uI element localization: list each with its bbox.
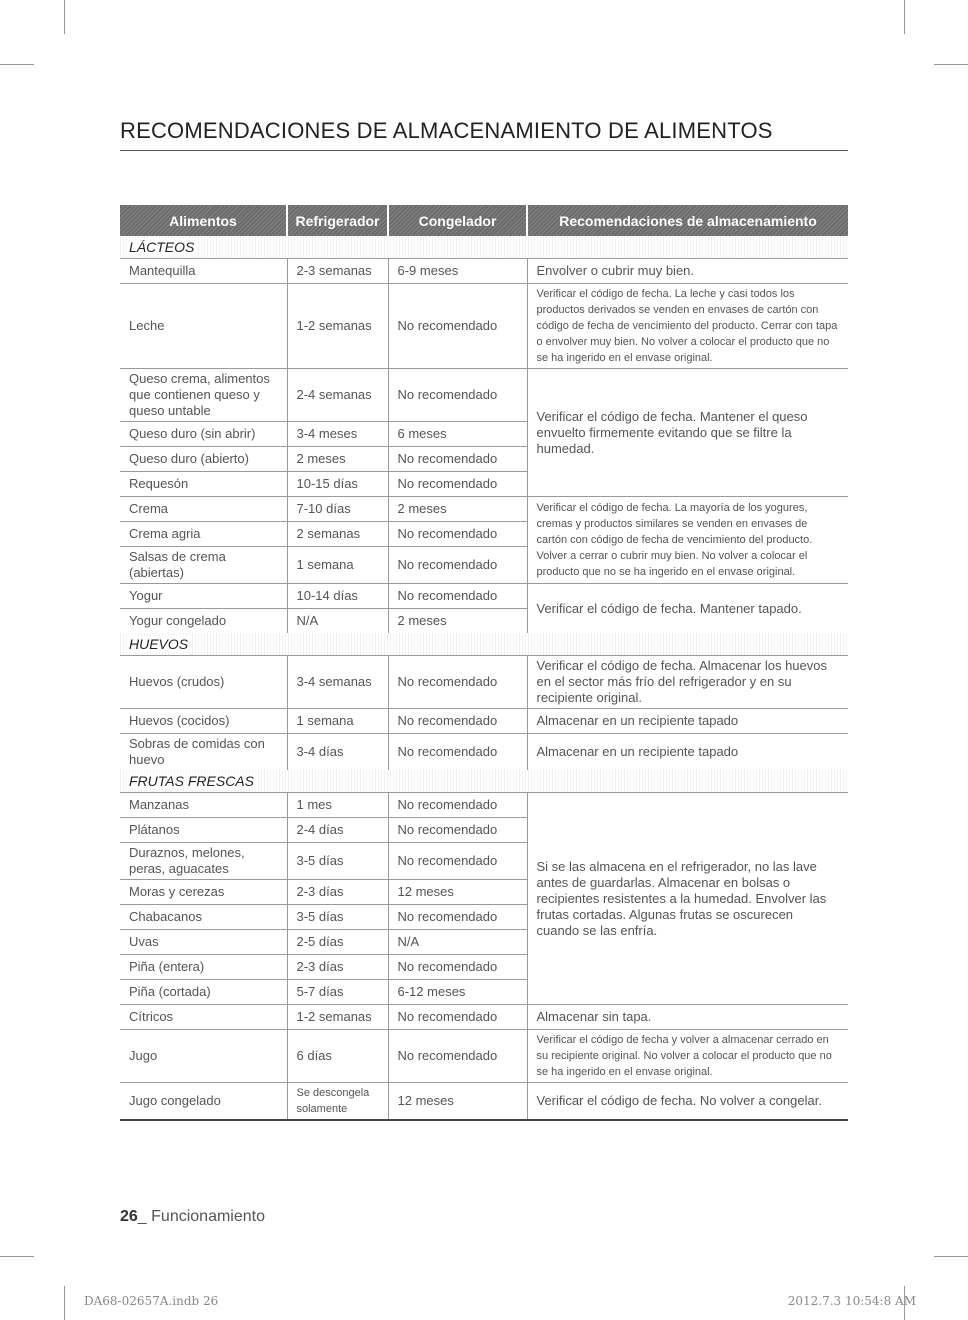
food-cell: Chabacanos [120, 905, 287, 930]
table-row [120, 1030, 848, 1083]
fridge-cell: 1 semana [287, 709, 388, 734]
food-cell: Duraznos, melones, peras, aguacates [120, 843, 287, 880]
page-title: RECOMENDACIONES DE ALMACENAMIENTO DE ALIMENTOS [120, 118, 848, 151]
food-cell: Huevos (crudos) [120, 656, 287, 709]
fridge-cell: 2-3 días [287, 880, 388, 905]
food-cell: Jugo congelado [120, 1083, 287, 1121]
recommendation-cell: Almacenar sin tapa. [527, 1005, 848, 1030]
table-header-row [120, 205, 848, 236]
fridge-cell: N/A [287, 609, 388, 634]
crop-mark [64, 1286, 65, 1320]
food-cell: Salsas de crema (abiertas) [120, 547, 287, 584]
recommendation-cell: Verificar el código de fecha. Mantener tapado. [527, 584, 848, 634]
table-row [120, 734, 848, 771]
category-huevos: HUEVOS [129, 636, 192, 652]
recommendation-cell: Verificar el código de fecha. Almacenar los huevos en el sector más frío del refrigerador y en su recipiente original. [527, 656, 848, 709]
category-row [120, 633, 848, 656]
fridge-cell: 5-7 días [287, 980, 388, 1005]
fridge-cell: 1 semana [287, 547, 388, 584]
recommendation-cell: Envolver o cubrir muy bien. [527, 259, 848, 284]
freezer-cell: 6-9 meses [388, 259, 527, 284]
food-cell: Crema agria [120, 522, 287, 547]
food-cell: Piña (cortada) [120, 980, 287, 1005]
freezer-cell: No recomendado [388, 369, 527, 422]
crop-mark [904, 0, 905, 34]
freezer-cell: No recomendado [388, 709, 527, 734]
crop-mark [64, 0, 65, 34]
food-cell: Huevos (cocidos) [120, 709, 287, 734]
food-cell: Queso crema, alimentos que contienen queso y queso untable [120, 369, 287, 422]
crop-mark [0, 64, 34, 65]
freezer-cell: N/A [388, 930, 527, 955]
food-storage-table [120, 205, 848, 1121]
food-cell: Sobras de comidas con huevo [120, 734, 287, 771]
recommendation-cell: Almacenar en un recipiente tapado [527, 709, 848, 734]
fridge-cell: 2 meses [287, 447, 388, 472]
food-cell: Queso duro (sin abrir) [120, 422, 287, 447]
crop-mark [934, 1256, 968, 1257]
header-recomendaciones: Recomendaciones de almacenamiento [527, 205, 848, 236]
freezer-cell: No recomendado [388, 955, 527, 980]
fridge-cell: 3-4 días [287, 734, 388, 771]
freezer-cell: No recomendado [388, 818, 527, 843]
fridge-cell: 2 semanas [287, 522, 388, 547]
page-footer [120, 1208, 265, 1226]
food-cell: Yogur [120, 584, 287, 609]
table-row [120, 369, 848, 422]
food-cell: Mantequilla [120, 259, 287, 284]
recommendation-cell: Si se las almacena en el refrigerador, no las lave antes de guardarlas. Almacenar en bolsas o recipientes resistentes a la humedad. Envolver las frutas cortadas. Algunas frutas se oscurecen cuando se las enfría. [527, 793, 848, 1005]
recommendation-cell: Almacenar en un recipiente tapado [527, 734, 848, 771]
recommendation-cell: Verificar el código de fecha. No volver a congelar. [527, 1083, 848, 1121]
freezer-cell: No recomendado [388, 734, 527, 771]
freezer-cell: No recomendado [388, 447, 527, 472]
food-cell: Leche [120, 284, 287, 369]
print-timestamp: 2012.7.3 10:54:8 AM [787, 1294, 916, 1308]
freezer-cell: No recomendado [388, 584, 527, 609]
fridge-cell: 7-10 días [287, 497, 388, 522]
category-lacteos: LÁCTEOS [129, 239, 198, 255]
table-row [120, 709, 848, 734]
recommendation-cell: Verificar el código de fecha. Mantener el queso envuelto firmemente evitando que se filtre la humedad. [527, 369, 848, 497]
freezer-cell: No recomendado [388, 1030, 527, 1083]
category-frutas: FRUTAS FRESCAS [129, 773, 258, 789]
freezer-cell: No recomendado [388, 522, 527, 547]
food-cell: Crema [120, 497, 287, 522]
fridge-cell: 2-3 semanas [287, 259, 388, 284]
freezer-cell: 6 meses [388, 422, 527, 447]
food-cell: Yogur congelado [120, 609, 287, 634]
food-cell: Uvas [120, 930, 287, 955]
fridge-cell: 10-15 días [287, 472, 388, 497]
table-row [120, 656, 848, 709]
food-cell: Cítricos [120, 1005, 287, 1030]
freezer-cell: No recomendado [388, 656, 527, 709]
fridge-cell: 10-14 días [287, 584, 388, 609]
fridge-cell: 3-5 días [287, 843, 388, 880]
food-cell: Piña (entera) [120, 955, 287, 980]
fridge-cell: 2-3 días [287, 955, 388, 980]
food-cell: Moras y cerezas [120, 880, 287, 905]
freezer-cell: No recomendado [388, 1005, 527, 1030]
header-congelador: Congelador [388, 205, 527, 236]
food-cell: Manzanas [120, 793, 287, 818]
food-cell: Requesón [120, 472, 287, 497]
fridge-cell: 2-4 días [287, 818, 388, 843]
page-number: 26 [120, 1208, 138, 1225]
freezer-cell: No recomendado [388, 284, 527, 369]
freezer-cell: 2 meses [388, 497, 527, 522]
freezer-cell: 12 meses [388, 1083, 527, 1121]
freezer-cell: No recomendado [388, 905, 527, 930]
freezer-cell: No recomendado [388, 547, 527, 584]
freezer-cell: No recomendado [388, 843, 527, 880]
fridge-cell: Se descongela solamente [287, 1083, 388, 1121]
category-row [120, 236, 848, 259]
food-cell: Jugo [120, 1030, 287, 1083]
header-refrigerador: Refrigerador [287, 205, 388, 236]
fridge-cell: 2-5 días [287, 930, 388, 955]
fridge-cell: 3-4 meses [287, 422, 388, 447]
table-row [120, 497, 848, 522]
table-row [120, 1005, 848, 1030]
fridge-cell: 1 mes [287, 793, 388, 818]
fridge-cell: 1-2 semanas [287, 284, 388, 369]
crop-mark [0, 1256, 34, 1257]
freezer-cell: 6-12 meses [388, 980, 527, 1005]
recommendation-cell: Verificar el código de fecha. La mayoría de los yogures, cremas y productos similares se venden en envases de cartón con código de fecha de vencimiento del producto. Volver a cerrar o cubrir muy bien. No volver a colocar el producto que no se ha ingerido en el envase original. [527, 497, 848, 584]
recommendation-cell: Verificar el código de fecha y volver a almacenar cerrado en su recipiente original. No volver a colocar el producto que no se ha ingerido en el envase original. [527, 1030, 848, 1083]
fridge-cell: 6 días [287, 1030, 388, 1083]
table-row [120, 584, 848, 609]
freezer-cell: No recomendado [388, 472, 527, 497]
table-row [120, 793, 848, 818]
freezer-cell: No recomendado [388, 793, 527, 818]
fridge-cell: 3-5 días [287, 905, 388, 930]
print-file-info: DA68-02657A.indb 26 [84, 1294, 219, 1308]
recommendation-cell: Verificar el código de fecha. La leche y casi todos los productos derivados se venden en envases de cartón con código de fecha de vencimiento del producto. Cerrar con tapa o envolver muy bien. No volver a colocar el producto que no se ha ingerido en el envase original. [527, 284, 848, 369]
category-row [120, 770, 848, 793]
freezer-cell: 12 meses [388, 880, 527, 905]
table-row [120, 1083, 848, 1121]
crop-mark [934, 64, 968, 65]
freezer-cell: 2 meses [388, 609, 527, 634]
fridge-cell: 2-4 semanas [287, 369, 388, 422]
food-cell: Queso duro (abierto) [120, 447, 287, 472]
food-cell: Plátanos [120, 818, 287, 843]
fridge-cell: 1-2 semanas [287, 1005, 388, 1030]
table-row [120, 259, 848, 284]
header-alimentos: Alimentos [120, 205, 287, 236]
footer-section: _ Funcionamiento [137, 1208, 265, 1225]
fridge-cell: 3-4 semanas [287, 656, 388, 709]
table-row [120, 284, 848, 369]
